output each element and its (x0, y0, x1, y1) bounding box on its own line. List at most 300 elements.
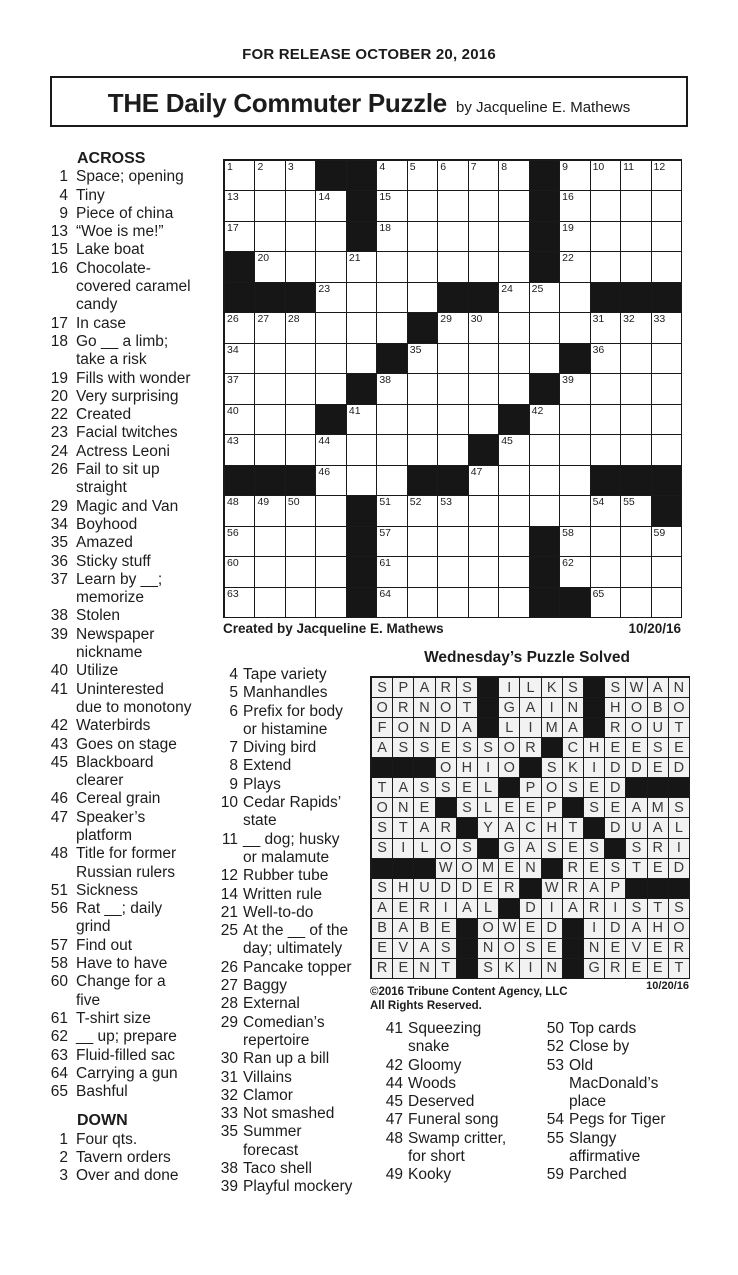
grid-cell (255, 496, 285, 526)
solved-cell: A (393, 778, 414, 798)
grid-cell (499, 435, 529, 465)
grid-cell (591, 161, 621, 191)
grid-cell (560, 527, 590, 557)
grid-cell (438, 313, 468, 343)
solved-cell: L (414, 839, 435, 859)
solved-cell: E (520, 798, 541, 818)
clue-text: Rubber tube (243, 867, 329, 885)
clue-number: 29 (220, 1013, 238, 1031)
grid-cell (530, 466, 560, 496)
clue-number: 49 (385, 1166, 403, 1184)
solved-cell: I (520, 959, 541, 979)
cell-number: 50 (287, 496, 300, 509)
clue-text: Title for former Russian rulers (76, 845, 177, 881)
clue-number: 34 (50, 515, 68, 533)
clue-text: Villains (243, 1068, 292, 1086)
solved-cell: T (626, 859, 647, 879)
solved-cell: D (669, 859, 690, 879)
grid-cell (225, 435, 255, 465)
grid-cell (591, 557, 621, 587)
solved-cell: S (457, 839, 478, 859)
clue-column-2 (216, 666, 366, 1197)
clue-number: 52 (546, 1038, 564, 1056)
grid-cell (652, 313, 682, 343)
grid-cell-black (530, 527, 560, 557)
solved-cell: U (626, 818, 647, 838)
grid-cell (469, 222, 499, 252)
grid-cell (621, 496, 651, 526)
grid-cell-black (560, 344, 590, 374)
solved-cell: V (393, 939, 414, 959)
cell-number: 47 (470, 465, 483, 478)
clue-item (40, 1083, 210, 1101)
grid-cell (438, 496, 468, 526)
solved-cell: E (605, 738, 626, 758)
clue-text: Rat __; daily grind (76, 900, 163, 936)
grid-cell (225, 588, 255, 618)
grid-cell (286, 191, 316, 221)
clue-item (216, 867, 366, 885)
grid-cell (438, 435, 468, 465)
grid-cell (591, 313, 621, 343)
clue-text: Uninterested due to monotony (76, 680, 192, 716)
grid-cell (438, 588, 468, 618)
solved-cell-black (648, 879, 669, 899)
solved-cell-black (393, 758, 414, 778)
grid-cell-black (591, 283, 621, 313)
solved-cell-black (414, 758, 435, 778)
solved-cell: A (626, 798, 647, 818)
grid-cell (591, 588, 621, 618)
grid-cell (591, 527, 621, 557)
grid-cell-black (316, 161, 346, 191)
clue-number: 25 (220, 922, 238, 940)
clue-number: 20 (50, 387, 68, 405)
grid-cell (255, 313, 285, 343)
solved-cell: I (584, 919, 605, 939)
grid-cell (530, 344, 560, 374)
clue-text: Blackboard clearer (76, 753, 154, 790)
clue-text: Chocolate-covered caramel candy (76, 259, 191, 314)
grid-cell (438, 557, 468, 587)
solved-cell: S (669, 798, 690, 818)
solved-cell: V (626, 939, 647, 959)
grid-cell (255, 374, 285, 404)
solved-cell: D (436, 879, 457, 899)
grid-cell-black (347, 222, 377, 252)
clue-number: 59 (546, 1166, 564, 1184)
cell-number: 63 (227, 587, 239, 600)
clue-text: Diving bird (243, 739, 317, 757)
solved-cell: S (372, 879, 393, 899)
solved-cell: L (478, 899, 499, 919)
solved-cell-black (563, 939, 584, 959)
clue-number: 4 (59, 186, 68, 204)
clue-number: 41 (385, 1020, 403, 1037)
grid-cell (225, 161, 255, 191)
grid-cell (652, 374, 682, 404)
clue-text: Tape variety (243, 666, 327, 683)
clue-text: Fills with wonder (76, 369, 191, 387)
solved-cell: A (414, 818, 435, 838)
solved-cell: P (393, 678, 414, 698)
solved-cell-black (478, 698, 499, 718)
grid-cell (377, 313, 407, 343)
clue-number: 37 (50, 570, 68, 588)
down-clue-list-a (40, 1131, 210, 1186)
cell-number: 37 (227, 374, 239, 387)
grid-cell-black (377, 344, 407, 374)
copyright-notice (370, 986, 610, 1013)
clue-item (40, 424, 210, 442)
grid-cell (286, 252, 316, 282)
solved-cell: A (372, 899, 393, 919)
solved-cell: E (393, 959, 414, 979)
solved-cell: E (457, 778, 478, 798)
solved-cell: A (414, 678, 435, 698)
grid-cell (225, 191, 255, 221)
clue-text: Go __ a limb; take a risk (76, 332, 169, 369)
grid-cell (408, 222, 438, 252)
clue-text: Lake boat (76, 241, 145, 259)
clue-item (40, 168, 210, 186)
solved-cell: E (626, 959, 647, 979)
cell-number: 57 (379, 526, 392, 539)
clue-text: Four qts. (76, 1130, 138, 1148)
clue-text: Top cards (569, 1020, 637, 1037)
solved-cell: P (605, 879, 626, 899)
clue-text: Extend (243, 757, 292, 775)
solved-cell: O (436, 758, 457, 778)
clue-number: 4 (229, 666, 238, 683)
solved-cell-black (626, 778, 647, 798)
clue-number: 11 (221, 830, 238, 848)
clue-item (375, 1166, 520, 1184)
clue-number: 48 (385, 1129, 403, 1147)
solved-cell: O (542, 778, 563, 798)
clue-item (536, 1038, 686, 1056)
solved-cell: S (436, 939, 457, 959)
solved-cell: E (393, 899, 414, 919)
solved-cell: E (648, 959, 669, 979)
clue-item (40, 607, 210, 625)
solved-cell: N (393, 798, 414, 818)
solved-cell: E (436, 919, 457, 939)
clue-text: Sickness (76, 881, 139, 899)
solved-cell: D (542, 919, 563, 939)
solved-cell-black (669, 778, 690, 798)
cell-number: 9 (562, 161, 568, 173)
solved-cell: D (605, 818, 626, 838)
grid-cell (408, 191, 438, 221)
grid-cell (499, 313, 529, 343)
grid-cell (408, 161, 438, 191)
solved-cell: M (478, 859, 499, 879)
clue-item (216, 977, 366, 995)
grid-cell-black (530, 222, 560, 252)
solved-cell: A (499, 818, 520, 838)
solved-cell: O (626, 698, 647, 718)
grid-cell (499, 222, 529, 252)
grid-cell (530, 405, 560, 435)
grid-cell (316, 588, 346, 618)
grid-cell (286, 405, 316, 435)
solved-cell: R (393, 698, 414, 718)
solved-cell: E (584, 778, 605, 798)
solved-cell: E (605, 798, 626, 818)
clue-number: 1 (59, 168, 68, 186)
clue-item (40, 955, 210, 973)
solved-cell: O (499, 738, 520, 758)
clue-number: 24 (50, 442, 68, 460)
grid-cell-black (347, 588, 377, 618)
clue-text: Playful mockery (243, 1178, 353, 1196)
clue-text: Boyhood (76, 515, 138, 533)
grid-cell-black (347, 527, 377, 557)
clue-number: 53 (546, 1056, 564, 1074)
solved-cell-black (457, 919, 478, 939)
solved-cell: S (520, 939, 541, 959)
grid-cell (316, 466, 346, 496)
solved-cell-black (499, 778, 520, 798)
solved-cell: O (669, 698, 690, 718)
clue-number: 35 (220, 1123, 238, 1141)
grid-cell (347, 344, 377, 374)
solved-cell: O (393, 718, 414, 738)
puzzle-byline: by Jacqueline E. Mathews (455, 99, 631, 116)
clue-text: Cereal grain (76, 790, 161, 808)
solved-cell: Y (478, 818, 499, 838)
solved-cell: K (499, 959, 520, 979)
clue-number: 10 (220, 794, 238, 812)
grid-cell (225, 222, 255, 252)
clue-text: Stolen (76, 607, 120, 625)
solved-cell: A (648, 678, 669, 698)
clue-text: External (243, 995, 300, 1013)
grid-cell (286, 374, 316, 404)
clue-number: 17 (50, 314, 68, 332)
grid-cell (316, 344, 346, 374)
solved-cell: N (584, 939, 605, 959)
grid-cell (499, 344, 529, 374)
grid-cell (621, 344, 651, 374)
clue-item (536, 1166, 686, 1184)
cell-number: 42 (531, 404, 544, 417)
clue-column-1 (40, 150, 210, 1186)
clue-number: 45 (385, 1093, 403, 1111)
grid-cell (316, 435, 346, 465)
cell-number: 25 (531, 282, 544, 295)
grid-cell (469, 252, 499, 282)
clue-text: Tiny (76, 186, 105, 204)
grid-cell-black (530, 252, 560, 282)
grid-cell (469, 344, 499, 374)
grid-cell (377, 405, 407, 435)
clue-number: 22 (50, 406, 68, 424)
grid-cell (621, 374, 651, 404)
clue-text: Fail to sit up straight (76, 461, 160, 497)
clue-number: 30 (220, 1050, 238, 1068)
solved-cell: S (457, 678, 478, 698)
grid-cell (347, 313, 377, 343)
solved-cell-black (478, 839, 499, 859)
solved-cell: E (372, 939, 393, 959)
solved-cell: I (542, 899, 563, 919)
grid-cell (560, 374, 590, 404)
grid-cell (560, 466, 590, 496)
solved-cell: W (499, 919, 520, 939)
solved-cell: G (499, 698, 520, 718)
cell-number: 58 (562, 526, 574, 539)
solved-cell: S (584, 798, 605, 818)
solved-cell: S (372, 839, 393, 859)
clue-text: Created (76, 406, 132, 424)
solved-cell: D (605, 919, 626, 939)
grid-cell (621, 191, 651, 221)
clue-number: 44 (385, 1074, 403, 1092)
clue-number: 60 (50, 973, 68, 991)
grid-cell (560, 222, 590, 252)
cell-number: 17 (227, 221, 239, 234)
solved-cell: U (648, 718, 669, 738)
solved-cell: A (563, 899, 584, 919)
grid-cell (621, 557, 651, 587)
grid-cell-black (347, 374, 377, 404)
solved-cell: N (414, 718, 435, 738)
grid-cell (347, 252, 377, 282)
grid-cell (530, 313, 560, 343)
clue-text: Prefix for body or histamine (243, 702, 343, 738)
solved-cell: E (520, 919, 541, 939)
clue-item (40, 1149, 210, 1167)
clue-item (40, 809, 210, 846)
across-header: ACROSS (77, 150, 146, 167)
cell-number: 48 (227, 496, 239, 509)
clue-item (40, 1010, 210, 1028)
clue-item (40, 260, 210, 315)
grid-caption (223, 621, 681, 636)
solved-cell: T (669, 718, 690, 738)
cell-number: 22 (562, 252, 574, 265)
solved-cell: E (648, 758, 669, 778)
clue-text: Magic and Van (76, 497, 179, 515)
clue-number: 62 (50, 1028, 68, 1046)
clue-text: Baggy (243, 977, 287, 995)
solved-cell: N (542, 959, 563, 979)
clue-item (536, 1111, 686, 1129)
clue-text: Find out (76, 936, 133, 954)
grid-cell (652, 161, 682, 191)
solved-cell: R (669, 939, 690, 959)
grid-cell (499, 496, 529, 526)
solved-cell: H (393, 879, 414, 899)
grid-cell-black (530, 557, 560, 587)
grid-cell (377, 252, 407, 282)
cell-number: 18 (379, 221, 392, 234)
grid-cell (621, 252, 651, 282)
solved-cell: A (626, 919, 647, 939)
grid-cell-black (225, 252, 255, 282)
clue-text: Tavern orders (76, 1149, 171, 1167)
solved-cell: F (372, 718, 393, 738)
grid-cell (652, 527, 682, 557)
cell-number: 41 (348, 404, 361, 417)
solved-cell-black (542, 859, 563, 879)
clue-item (40, 534, 210, 552)
grid-cell (225, 496, 255, 526)
solved-cell: T (563, 818, 584, 838)
solved-cell: L (669, 818, 690, 838)
clue-text: Gloomy (408, 1056, 462, 1074)
grid-cell (560, 313, 590, 343)
grid-cell (469, 588, 499, 618)
grid-cell (316, 374, 346, 404)
grid-cell (591, 252, 621, 282)
cell-number: 2 (257, 161, 264, 173)
grid-cell-black (408, 313, 438, 343)
solved-cell: E (478, 879, 499, 899)
grid-cell (255, 527, 285, 557)
clue-text: Cedar Rapids’ state (243, 794, 341, 830)
clue-item (40, 845, 210, 882)
clue-text: “Woe is me!” (76, 223, 164, 241)
solved-cell-black (584, 718, 605, 738)
clue-item (40, 662, 210, 680)
cell-number: 27 (257, 313, 270, 326)
clue-column-3 (375, 1020, 520, 1185)
solved-cell: O (478, 919, 499, 939)
cell-number: 15 (379, 191, 392, 204)
clue-item (216, 959, 366, 977)
clue-item (216, 739, 366, 757)
grid-cell (652, 252, 682, 282)
grid-cell (438, 374, 468, 404)
grid-cell-black (286, 466, 316, 496)
grid-cell (438, 527, 468, 557)
clue-text: Clamor (243, 1086, 293, 1104)
solved-cell: S (414, 778, 435, 798)
solved-cell-black (478, 718, 499, 738)
solved-cell: T (393, 818, 414, 838)
solved-cell: H (648, 919, 669, 939)
solved-cell: O (372, 798, 393, 818)
solved-cell: N (563, 698, 584, 718)
clue-text: Kooky (408, 1166, 452, 1184)
clue-item (40, 1167, 210, 1185)
crossword-grid (223, 159, 682, 618)
grid-cell-black (347, 496, 377, 526)
grid-cell (438, 344, 468, 374)
grid-cell (377, 588, 407, 618)
clue-item (40, 736, 210, 754)
grid-cell (225, 374, 255, 404)
clue-number: 38 (220, 1160, 238, 1178)
clue-item (40, 315, 210, 333)
solved-cell: I (478, 758, 499, 778)
grid-cell (438, 222, 468, 252)
clue-text: Change for a five (76, 973, 166, 1009)
grid-cell (438, 252, 468, 282)
clue-item (375, 1020, 520, 1057)
clue-item (216, 684, 366, 702)
solved-cell: B (414, 919, 435, 939)
clue-item (216, 776, 366, 794)
solved-cell: T (436, 959, 457, 979)
cell-number: 56 (227, 526, 239, 539)
clue-item (40, 187, 210, 205)
clue-item (40, 205, 210, 223)
cell-number: 14 (318, 191, 331, 204)
